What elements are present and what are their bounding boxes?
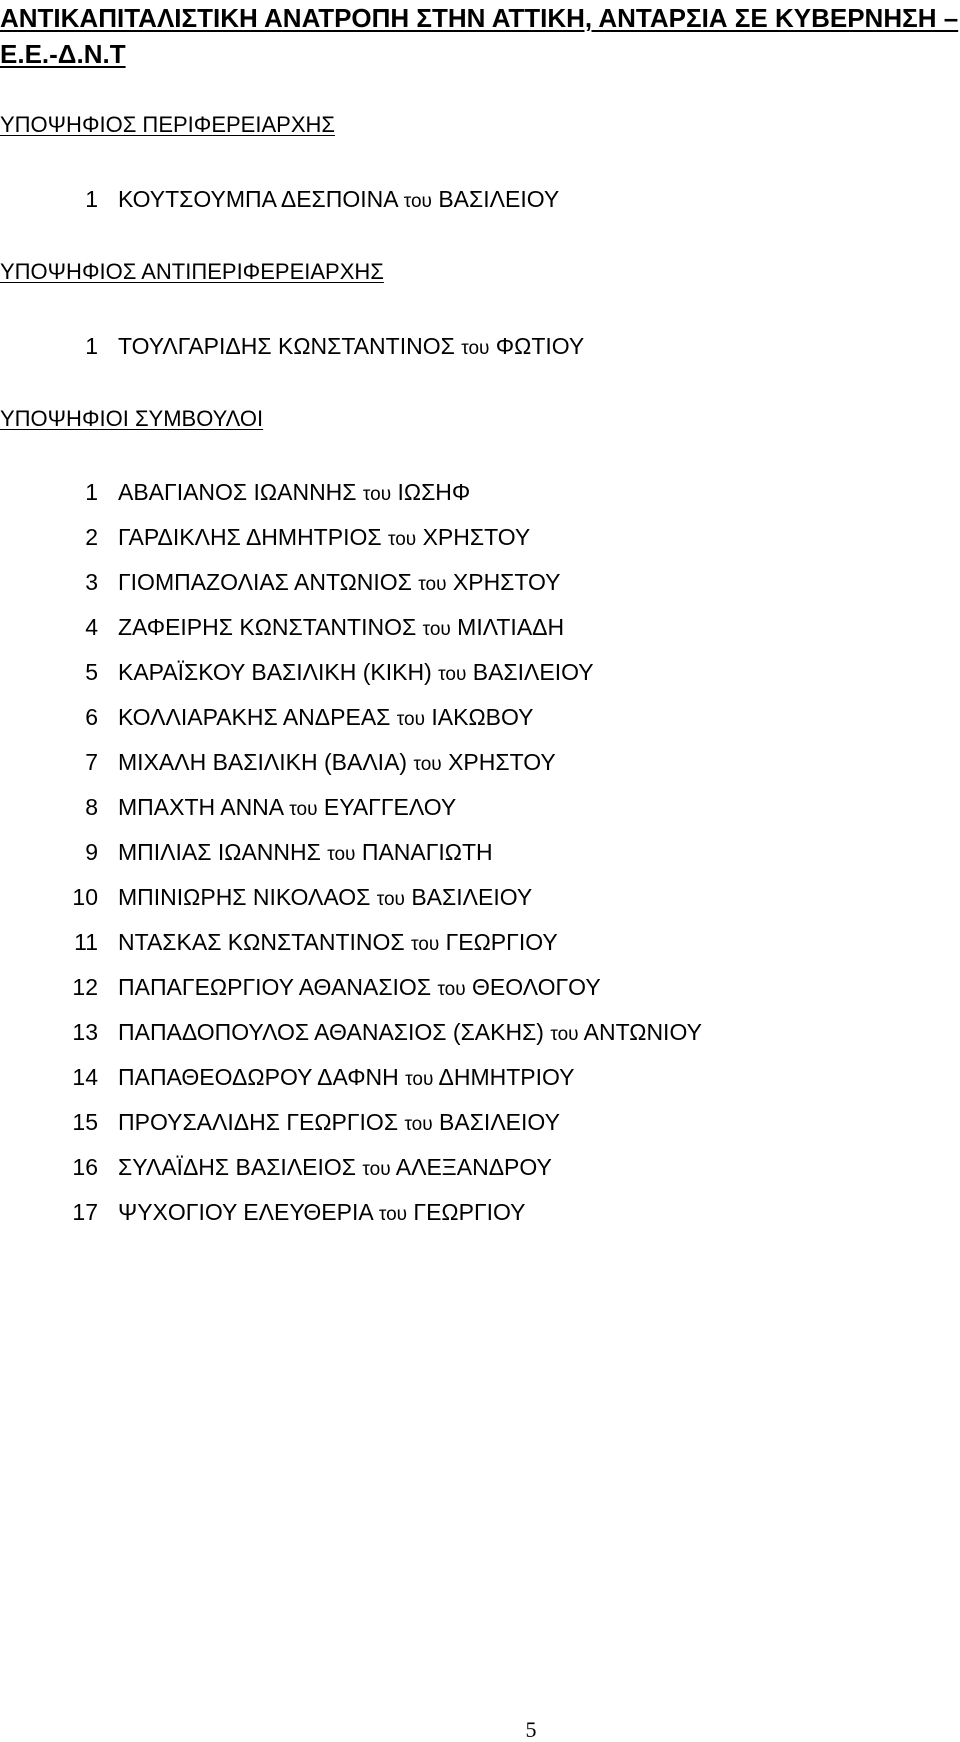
candidate-of: του: [404, 1114, 433, 1135]
candidate-name: ΚΟΛΛΙΑΡΑΚΗΣ ΑΝΔΡΕΑΣ: [118, 704, 391, 730]
candidate-name-line: [118, 184, 559, 217]
candidate-number: 7: [85, 749, 98, 775]
candidate-name: ΚΑΡΑΪΣΚΟΥ ΒΑΣΙΛΙΚΗ (ΚΙΚΗ): [118, 659, 432, 685]
candidate-of: του: [376, 889, 405, 910]
candidate-father: ΦΩΤΙΟΥ: [495, 333, 585, 359]
candidate-name-line: [118, 477, 470, 510]
candidate-number: 1: [85, 479, 98, 505]
candidate-name-line: [118, 1017, 702, 1050]
candidate-father: ΒΑΣΙΛΕΙΟΥ: [438, 186, 560, 212]
candidate-number: 5: [85, 659, 98, 685]
candidate-name-line: [118, 747, 556, 780]
candidate-father: ΧΡΗΣΤΟΥ: [448, 749, 556, 775]
candidate-name: ΚΟΥΤΣΟΥΜΠΑ ΔΕΣΠΟΙΝΑ: [118, 186, 398, 212]
candidate-name-line: [118, 1197, 526, 1230]
candidate-name: ΜΠΙΛΙΑΣ ΙΩΑΝΝΗΣ: [118, 839, 321, 865]
document-title: ΑΝΤΙΚΑΠΙΤΑΛΙΣΤΙΚΗ ΑΝΑΤΡΟΠΗ ΣΤΗΝ ΑΤΤΙΚΗ, ΑΝΤΑΡΣΙΑ ΣΕ ΚΥΒΕΡΝΗΣΗ –Ε.Ε.-Δ.Ν.Τ: [0, 3, 959, 69]
candidate-father: ΕΥΑΓΓΕΛΟΥ: [323, 794, 457, 820]
candidate-of: του: [327, 844, 356, 865]
candidate-number: 3: [85, 569, 98, 595]
candidate-name: ΑΒΑΓΙΑΝΟΣ ΙΩΑΝΝΗΣ: [118, 479, 357, 505]
candidate-of: του: [405, 1069, 434, 1090]
candidate-number: 11: [74, 929, 98, 955]
candidate-of: του: [289, 799, 318, 820]
candidate-of: του: [403, 191, 432, 212]
section-heading-councillors: ΥΠΟΨΗΦΙΟΙ ΣΥΜΒΟΥΛΟΙ: [0, 406, 264, 431]
candidate-name-line: [118, 927, 558, 960]
candidate-number: 12: [72, 974, 98, 1000]
candidate-of: του: [422, 619, 451, 640]
candidate-of: του: [362, 1159, 391, 1180]
candidate-name-line: [118, 972, 601, 1005]
candidate-name: ΜΠΑΧΤΗ ΑΝΝΑ: [118, 794, 283, 820]
candidate-of: του: [413, 754, 442, 775]
candidate-name: ΠΑΠΑΔΟΠΟΥΛΟΣ ΑΘΑΝΑΣΙΟΣ (ΣΑΚΗΣ): [118, 1019, 544, 1045]
candidate-number: 4: [85, 614, 98, 640]
candidate-number: 2: [85, 524, 98, 550]
candidate-father: ΑΛΕΞΑΝΔΡΟΥ: [395, 1154, 552, 1180]
candidate-number: 13: [72, 1019, 98, 1045]
candidate-number: 16: [72, 1154, 98, 1180]
candidate-father: ΓΕΩΡΓΙΟΥ: [413, 1199, 526, 1225]
candidate-name-line: [118, 522, 530, 555]
candidate-name-line: [118, 567, 561, 600]
candidate-father: ΧΡΗΣΤΟΥ: [422, 524, 531, 550]
candidate-name: ΠΑΠΑΘΕΟΔΩΡΟΥ ΔΑΦΝΗ: [118, 1064, 399, 1090]
candidate-name-line: [118, 702, 533, 735]
candidate-of: του: [438, 664, 467, 685]
candidate-of: του: [411, 934, 440, 955]
candidate-of: του: [437, 979, 466, 1000]
page-number: 5: [525, 1717, 537, 1742]
candidate-father: ΑΝΤΩΝΙΟΥ: [583, 1019, 702, 1045]
candidate-number: 8: [85, 794, 98, 820]
candidate-name-line: [118, 657, 594, 690]
candidate-father: ΒΑΣΙΛΕΙΟΥ: [411, 884, 533, 910]
candidate-father: ΙΑΚΩΒΟΥ: [431, 704, 534, 730]
candidate-father: ΓΕΩΡΓΙΟΥ: [445, 929, 558, 955]
candidate-name-line: [118, 612, 564, 645]
section-heading-deputy-governor: ΥΠΟΨΗΦΙΟΣ ΑΝΤΙΠΕΡΙΦΕΡΕΙΑΡΧΗΣ: [0, 259, 384, 284]
candidate-number: 17: [72, 1199, 98, 1225]
candidate-of: του: [387, 529, 417, 550]
candidate-of: του: [550, 1024, 579, 1045]
candidate-name-line: [118, 837, 493, 870]
candidate-name: ΜΠΙΝΙΩΡΗΣ ΝΙΚΟΛΑΟΣ: [118, 884, 371, 910]
candidate-father: ΧΡΗΣΤΟΥ: [452, 569, 561, 595]
candidate-number: 15: [72, 1109, 98, 1135]
candidate-of: του: [378, 1204, 408, 1225]
candidate-of: του: [362, 484, 392, 505]
candidate-number: 1: [85, 186, 98, 212]
candidate-father: ΜΙΛΤΙΑΔΗ: [457, 614, 565, 640]
candidate-number: 6: [85, 704, 98, 730]
candidate-of: του: [461, 338, 490, 359]
candidate-name: ΓΑΡΔΙΚΛΗΣ ΔΗΜΗΤΡΙΟΣ: [118, 524, 382, 550]
candidate-name: ΖΑΦΕΙΡΗΣ ΚΩΝΣΤΑΝΤΙΝΟΣ: [118, 614, 417, 640]
candidate-number: 14: [72, 1064, 98, 1090]
candidate-father: ΙΩΣΗΦ: [397, 479, 471, 505]
candidate-name-line: [118, 331, 584, 364]
candidate-of: του: [396, 709, 425, 730]
candidate-father: ΒΑΣΙΛΕΙΟΥ: [439, 1109, 560, 1135]
candidate-name: ΠΡΟΥΣΑΛΙΔΗΣ ΓΕΩΡΓΙΟΣ: [118, 1109, 399, 1135]
candidate-number: 1: [85, 333, 98, 359]
candidate-father: ΘΕΟΛΟΓΟΥ: [472, 974, 601, 1000]
candidate-father: ΔΗΜΗΤΡΙΟΥ: [438, 1064, 575, 1090]
candidate-name: ΜΙΧΑΛΗ ΒΑΣΙΛΙΚΗ (ΒΑΛΙΑ): [118, 749, 408, 775]
candidate-number: 9: [85, 839, 98, 865]
candidate-name-line: [118, 1062, 575, 1095]
section-heading-regional-governor: ΥΠΟΨΗΦΙΟΣ ΠΕΡΙΦΕΡΕΙΑΡΧΗΣ: [0, 112, 335, 137]
candidate-name: ΣΥΛΑΪΔΗΣ ΒΑΣΙΛΕΙΟΣ: [118, 1154, 357, 1180]
candidate-name-line: [118, 792, 456, 825]
candidate-number: 10: [72, 884, 98, 910]
candidate-name-line: [118, 1107, 560, 1140]
candidate-name-line: [118, 1152, 552, 1185]
candidate-of: του: [418, 574, 447, 595]
candidate-name-line: [118, 882, 532, 915]
candidate-name: ΤΟΥΛΓΑΡΙΔΗΣ ΚΩΝΣΤΑΝΤΙΝΟΣ: [118, 333, 455, 359]
candidate-father: ΒΑΣΙΛΕΙΟΥ: [472, 659, 594, 685]
candidate-name: ΓΙΟΜΠΑΖΟΛΙΑΣ ΑΝΤΩΝΙΟΣ: [118, 569, 412, 595]
candidate-name: ΨΥΧΟΓΙΟΥ ΕΛΕΥΘΕΡΙΑ: [118, 1199, 373, 1225]
candidate-name: ΝΤΑΣΚΑΣ ΚΩΝΣΤΑΝΤΙΝΟΣ: [118, 929, 405, 955]
candidate-name: ΠΑΠΑΓΕΩΡΓΙΟΥ ΑΘΑΝΑΣΙΟΣ: [118, 974, 432, 1000]
candidate-father: ΠΑΝΑΓΙΩΤΗ: [361, 839, 493, 865]
